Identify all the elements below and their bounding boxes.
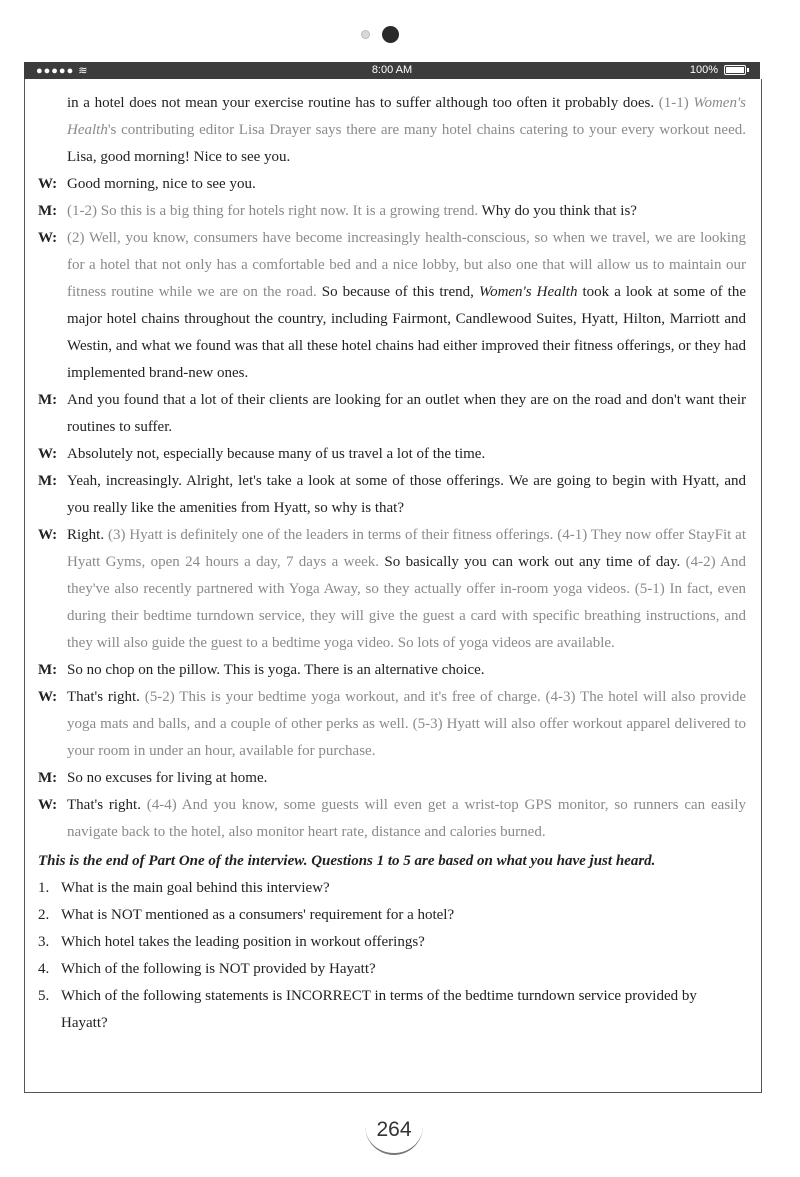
dialogue-line: W: (2) Well, you know, consumers have become increasingly health-conscious, so when we travel, we are looking for a hotel that not only has a comfortable bed and a nice lobby, but also one that will allow us to maintain our fitness routine while we are on the road. So because of this trend, Women's Health took a look at some of the major hotel chains throughout the country, including Fairmont, Candlewood Suites, Hyatt, Hilton, Marriott and Westin, and what we found was that all these hotel chains had either improved their fitness offerings, or they had implemented brand-new ones.	[38, 225, 746, 387]
transcript	[38, 90, 746, 1037]
question-item	[38, 983, 746, 1037]
speaker-label: W:	[38, 176, 58, 192]
question-item	[38, 929, 746, 956]
signal-indicator: ●●●●● ≋	[36, 65, 89, 77]
question-text: What is NOT mentioned as a consumers' requirement for a hotel?	[61, 907, 455, 923]
dialogue-line: W: Absolutely not, especially because many of us travel a lot of the time.	[38, 441, 746, 468]
question-item	[38, 875, 746, 902]
battery-status	[690, 64, 746, 76]
speaker-label: W:	[38, 527, 58, 543]
speaker-label: M:	[38, 473, 58, 489]
dialogue-line: W: That's right. (4-4) And you know, some guests will even get a wrist-top GPS monitor, so runners can easily navigate back to the hotel, also monitor heart rate, distance and calories burned.	[38, 792, 746, 846]
question-text: Which of the following statements is INCORRECT in terms of the bedtime turndown service provided by Hayatt?	[61, 988, 697, 1031]
question-item	[38, 902, 746, 929]
dialogue-line: M: So no chop on the pillow. This is yoga. There is an alternative choice.	[38, 657, 746, 684]
battery-percent: 100%	[689, 64, 718, 76]
question-text: What is the main goal behind this interview?	[61, 880, 330, 896]
speaker-label: W:	[38, 230, 58, 246]
dialogue-line: M: Yeah, increasingly. Alright, let's take a look at some of those offerings. We are going to begin with Hyatt, and you really like the amenities from Hyatt, so why is that?	[38, 468, 746, 522]
question-number: 2.	[38, 907, 50, 923]
sensor-dot	[361, 30, 370, 39]
section-note: This is the end of Part One of the interview. Questions 1 to 5 are based on what you have just heard.	[38, 853, 656, 869]
device-camera	[0, 26, 800, 48]
camera-lens	[382, 26, 399, 43]
speaker-label: M:	[38, 203, 58, 219]
question-number: 1.	[38, 880, 50, 896]
dialogue-line: W: That's right. (5-2) This is your bedtime yoga workout, and it's free of charge. (4-3) The hotel will also provide yoga mats and balls, and a couple of other perks as well. (5-3) Hyatt will also offer workout apparel delivered to your room in under an hour, available for purchase.	[38, 684, 746, 765]
dialogue-line: M: And you found that a lot of their clients are looking for an outlet when they are on the road and don't want their routines to suffer.	[38, 387, 746, 441]
status-bar	[24, 62, 760, 79]
intro-paragraph: in a hotel does not mean your exercise routine has to suffer although too often it probably does. (1-1) Women's Health's contributing editor Lisa Drayer says there are many hotel chains catering to your every workout need. Lisa, good morning! Nice to see you.	[67, 95, 746, 165]
speaker-label: W:	[38, 797, 58, 813]
page-number: 264	[365, 1107, 423, 1155]
dialogue-line: W: Good morning, nice to see you.	[38, 171, 746, 198]
dialogue-line: M: (1-2) So this is a big thing for hotels right now. It is a growing trend. Why do you think that is?	[38, 198, 746, 225]
question-text: Which hotel takes the leading position in workout offerings?	[61, 934, 425, 950]
speaker-label: W:	[38, 689, 58, 705]
question-number: 5.	[38, 988, 50, 1004]
question-item	[38, 956, 746, 983]
dialogue-line: M: So no excuses for living at home.	[38, 765, 746, 792]
status-time: 8:00 AM	[371, 64, 413, 76]
speaker-label: M:	[38, 662, 58, 678]
battery-icon	[724, 65, 746, 75]
question-number: 4.	[38, 961, 50, 977]
speaker-label: M:	[38, 770, 58, 786]
speaker-label: M:	[38, 392, 58, 408]
question-number: 3.	[38, 934, 50, 950]
speaker-label: W:	[38, 446, 58, 462]
dialogue-line: W: Right. (3) Hyatt is definitely one of the leaders in terms of their fitness offerings. (4-1) They now offer StayFit at Hyatt Gyms, open 24 hours a day, 7 days a week. So basically you can work out any time of day. (4-2) And they've also recently partnered with Yoga Away, so they actually offer in-room yoga videos. (5-1) In fact, even during their bedtime turndown service, they will give the guest a card with specific breathing instructions, and they will also guide the guest to a bedtime yoga video. So lots of yoga videos are available.	[38, 522, 746, 657]
question-text: Which of the following is NOT provided by Hayatt?	[61, 961, 376, 977]
